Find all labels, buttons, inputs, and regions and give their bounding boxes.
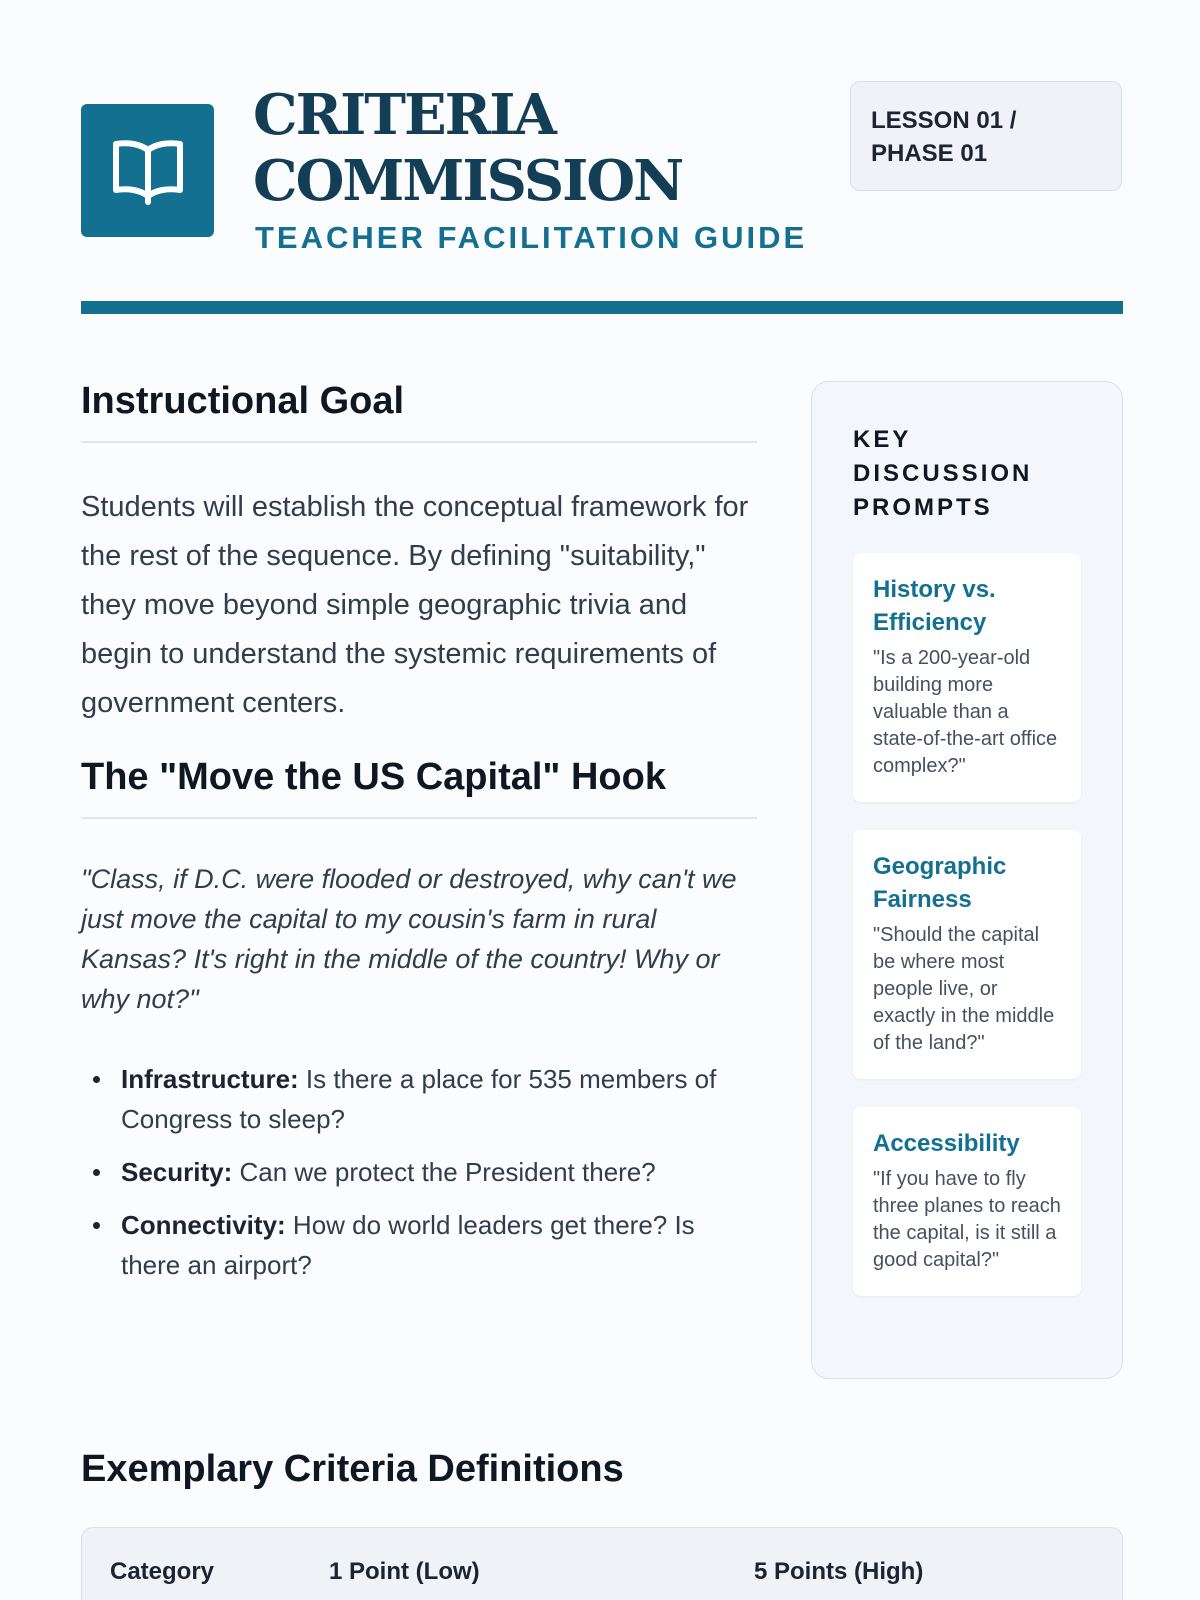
title-line-2: COMMISSION bbox=[253, 148, 683, 214]
bullet-text: How do world leaders get there? Is there an airport? bbox=[121, 1210, 695, 1280]
prompt-text: "If you have to fly three planes to reach the capital, is it still a good capital?" bbox=[873, 1168, 1061, 1271]
column-header-low: 1 Point (Low) bbox=[329, 1558, 480, 1585]
bullet-infrastructure bbox=[81, 1059, 757, 1139]
hook-heading: The "Move the US Capital" Hook bbox=[81, 756, 757, 819]
bullet-label: Security: bbox=[121, 1157, 233, 1187]
prompt-card bbox=[853, 553, 1081, 802]
bullet-connectivity bbox=[81, 1205, 757, 1285]
criteria-heading: Exemplary Criteria Definitions bbox=[81, 1448, 624, 1490]
prompt-text: "Should the capital be where most people live, or exactly in the middle of the land?" bbox=[873, 924, 1055, 1054]
bullet-label: Infrastructure: bbox=[121, 1064, 299, 1094]
title-line-1: CRITERIA bbox=[253, 82, 555, 148]
sidebar-title: KEY DISCUSSION PROMPTS bbox=[853, 426, 1033, 521]
hook-bullet-list bbox=[81, 1059, 757, 1285]
prompt-title: History vs. Efficiency bbox=[873, 576, 996, 636]
logo-badge bbox=[81, 104, 214, 237]
goal-heading: Instructional Goal bbox=[81, 380, 757, 443]
bullet-text: Is there a place for 535 members of Congress to sleep? bbox=[121, 1064, 717, 1134]
column-header-high: 5 Points (High) bbox=[754, 1558, 924, 1585]
goal-text: Students will establish the conceptual framework for the rest of the sequence. By defining "suitability," they move beyond simple geographic trivia and begin to understand the systemic requirements of government centers. bbox=[81, 491, 749, 719]
bullet-security bbox=[81, 1152, 757, 1192]
page-subtitle: TEACHER FACILITATION GUIDE bbox=[255, 220, 808, 255]
prompt-title: Accessibility bbox=[873, 1130, 1020, 1157]
discussion-prompts-panel bbox=[811, 381, 1123, 1379]
prompt-text: "Is a 200-year-old building more valuable than a state-of-the-art office complex?" bbox=[873, 647, 1058, 777]
header-divider bbox=[81, 301, 1123, 314]
main-column bbox=[81, 380, 757, 1298]
bullet-text: Can we protect the President there? bbox=[232, 1157, 656, 1187]
lesson-badge: LESSON 01 / PHASE 01 bbox=[850, 81, 1122, 191]
page-title bbox=[253, 82, 813, 214]
column-header-category: Category bbox=[110, 1558, 215, 1585]
prompt-card bbox=[853, 830, 1081, 1079]
hook-section bbox=[81, 756, 757, 1285]
prompt-title: Geographic Fairness bbox=[873, 853, 1007, 913]
hook-quote: "Class, if D.C. were flooded or destroyed, why can't we just move the capital to my cousin's farm in rural Kansas? It's right in the middle of the country! Why or why not?" bbox=[81, 864, 737, 1014]
criteria-table bbox=[81, 1527, 1123, 1600]
open-book-icon bbox=[110, 136, 186, 206]
bullet-label: Connectivity: bbox=[121, 1210, 286, 1240]
prompt-card bbox=[853, 1107, 1081, 1296]
instructional-goal-section bbox=[81, 380, 757, 728]
